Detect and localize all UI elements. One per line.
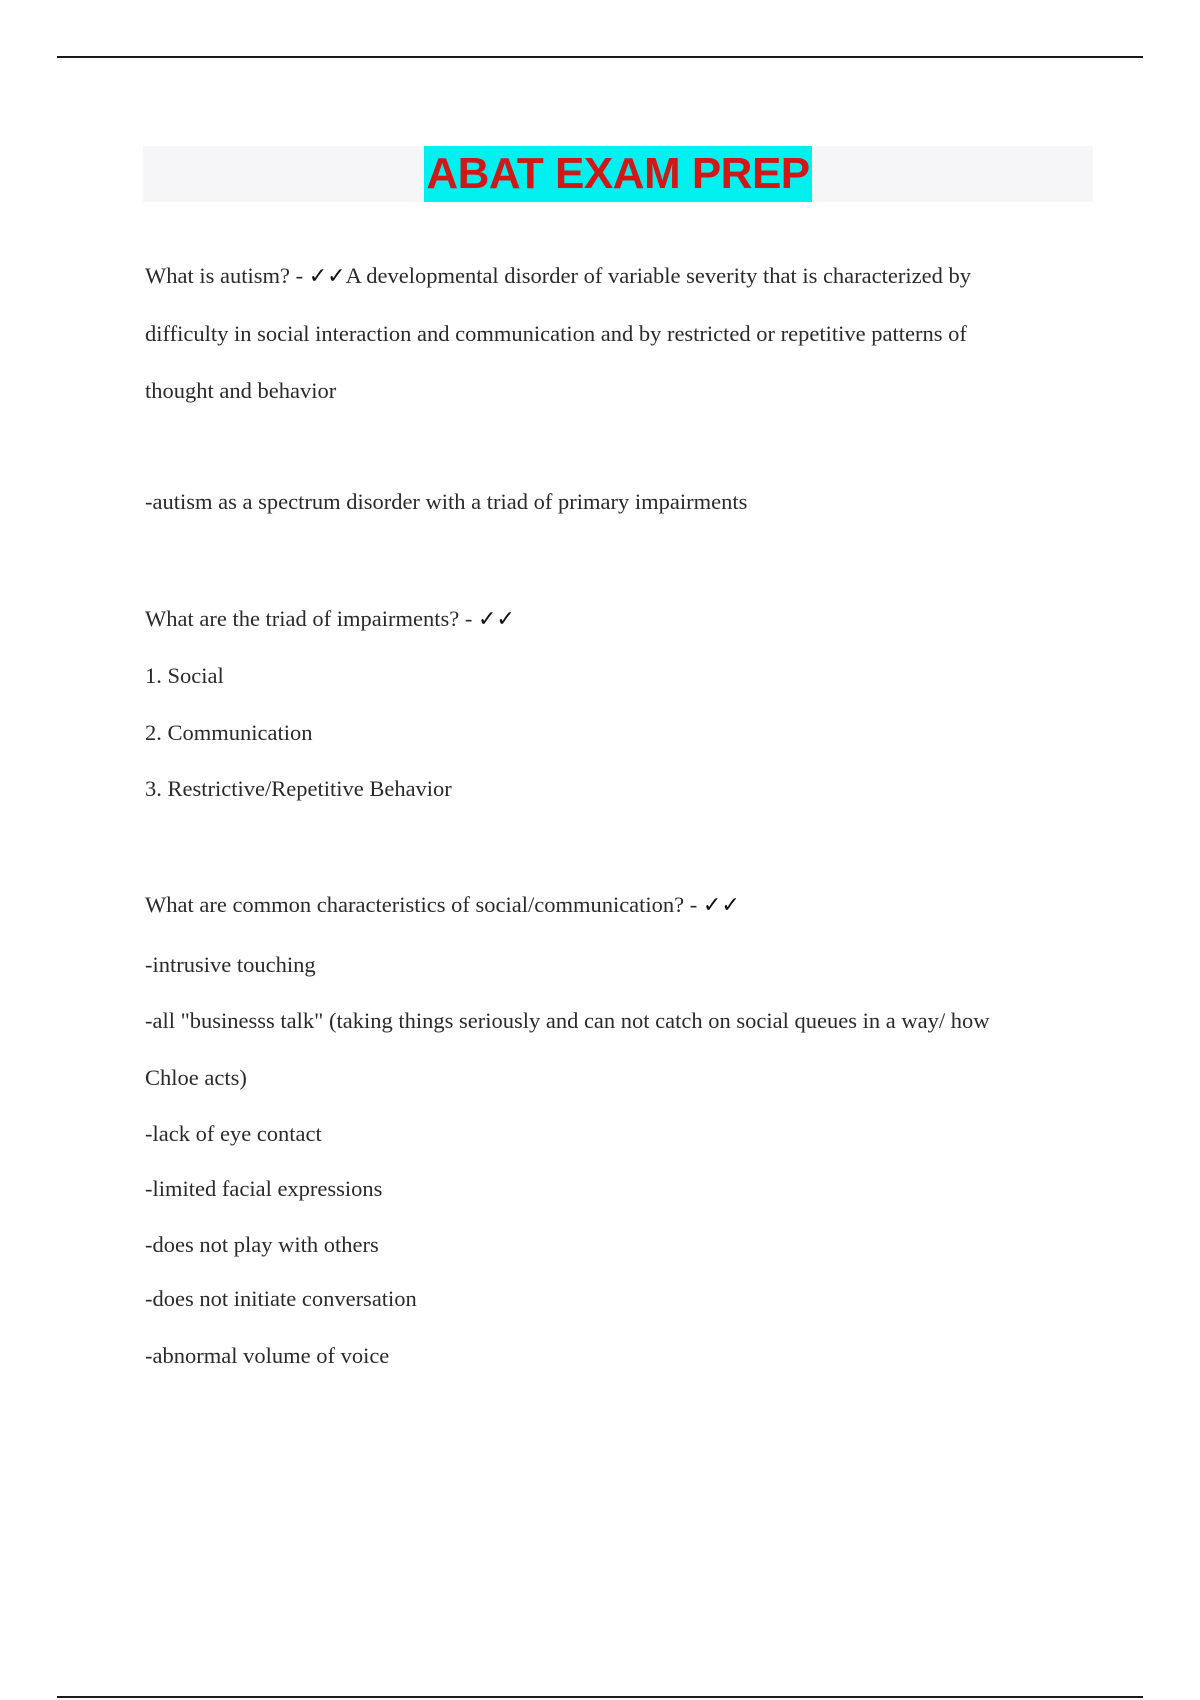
list-item: Chloe acts) (145, 1065, 247, 1090)
check-mark-icon: ✓✓ (308, 264, 346, 289)
q3-question: What are common characteristics of social/communication? - (145, 892, 703, 917)
q3-question-line (145, 891, 740, 920)
title-banner (143, 146, 1093, 202)
bottom-rule (57, 1696, 1143, 1698)
check-mark-icon: ✓✓ (702, 893, 740, 918)
list-item: -lack of eye contact (145, 1121, 322, 1146)
document-title: ABAT EXAM PREP (424, 146, 811, 202)
list-item: -does not initiate conversation (145, 1286, 417, 1311)
list-item: -limited facial expressions (145, 1176, 383, 1201)
q1-question: What is autism? - (145, 263, 309, 288)
q2-question: What are the triad of impairments? - (145, 606, 478, 631)
list-item: 1. Social (145, 663, 224, 688)
q1-question-line (145, 262, 971, 291)
q1-answer-line-2: difficulty in social interaction and communication and by restricted or repetitive patterns of (145, 321, 967, 346)
q1-answer-line-1: A developmental disorder of variable severity that is characterized by (345, 263, 971, 288)
list-item: 2. Communication (145, 720, 313, 745)
list-item: -abnormal volume of voice (145, 1343, 390, 1368)
list-item: -does not play with others (145, 1232, 379, 1257)
q1-answer-line-3: thought and behavior (145, 378, 337, 403)
list-item: -all "businesss talk" (taking things seriously and can not catch on social queues in a way/ how (145, 1008, 990, 1033)
q2-question-line (145, 605, 515, 634)
list-item: 3. Restrictive/Repetitive Behavior (145, 776, 452, 801)
check-mark-icon: ✓✓ (478, 607, 515, 632)
q1-note: -autism as a spectrum disorder with a triad of primary impairments (145, 489, 748, 514)
list-item: -intrusive touching (145, 952, 316, 977)
